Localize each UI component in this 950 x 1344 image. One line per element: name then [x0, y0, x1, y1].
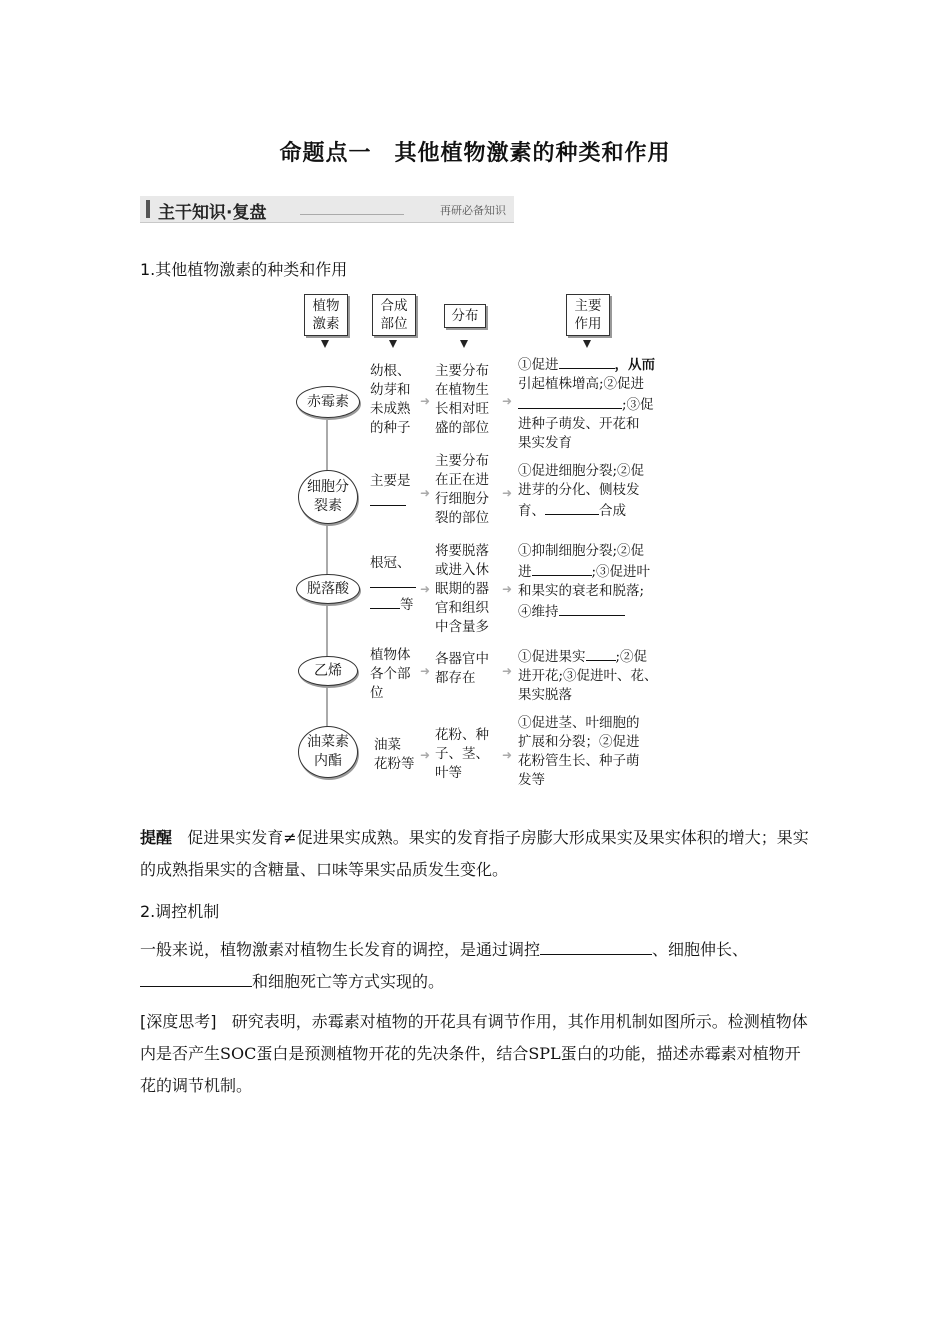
- section-heading-2: 2.调控机制: [140, 902, 220, 921]
- regulation-text-a: 一般来说，植物激素对植物生长发育的调控，是通过调控: [140, 940, 541, 959]
- synthesis-abscisic-acid: 根冠、 等: [370, 554, 416, 615]
- header-distribution: 分布: [444, 304, 486, 328]
- banner-bar: [146, 200, 150, 218]
- arrow-down-icon: [583, 340, 591, 348]
- hormone-diagram: [290, 290, 670, 800]
- arrow-right-icon: ➜: [502, 664, 513, 678]
- function-brassinosteroid: ①促进茎、叶细胞的 扩展和分裂；②促进 花粉管生长、种子萌 发等: [518, 715, 640, 788]
- distribution-gibberellin: 主要分布 在植物生 长相对旺 盛的部位: [435, 363, 489, 436]
- deep-thinking-paragraph: [140, 1006, 812, 1102]
- hormone-cytokinin: 细胞分 裂素: [298, 470, 358, 524]
- answer-blank[interactable]: [140, 972, 252, 987]
- reminder-text: 促进果实发育≠促进果实成熟。果实的发育指子房膨大形成果实及果实体积的增大；果实的成熟指果实的含糖量、口味等果实品质发生变化。: [140, 828, 809, 879]
- distribution-cytokinin: 主要分布 在正在进 行细胞分 裂的部位: [435, 453, 489, 526]
- arrow-down-icon: [389, 340, 397, 348]
- banner-title: 主干知识·复盘: [158, 203, 267, 223]
- regulation-paragraph: [140, 934, 812, 998]
- distribution-brassinosteroid: 花粉、种 子、茎、 叶等: [435, 727, 489, 781]
- reminder-paragraph: [140, 822, 812, 886]
- distribution-ethylene: 各器官中 都存在: [435, 651, 489, 686]
- regulation-text-c: 和细胞死亡等方式实现的。: [252, 972, 445, 991]
- synthesis-cytokinin: 主要是: [370, 472, 411, 512]
- header-function: 主要 作用: [566, 294, 610, 336]
- function-gibberellin: ①促进 ，从而 引起植株增高;②促进 ;③促 进种子萌发、开花和 果实发育: [518, 354, 655, 453]
- distribution-abscisic-acid: 将要脱落 或进入休 眠期的器 官和组织 中含量多: [435, 543, 489, 635]
- synthesis-gibberellin: 幼根、 幼芽和 未成熟 的种子: [370, 363, 411, 436]
- hormone-gibberellin: 赤霉素: [296, 386, 360, 418]
- arrow-right-icon: ➜: [502, 486, 513, 500]
- deep-thinking-label: [深度思考]: [140, 1012, 217, 1031]
- section-banner: [140, 196, 514, 223]
- arrow-down-icon: [321, 340, 329, 348]
- function-abscisic-acid: ①抑制细胞分裂;②促 进 ;③促进叶 和果实的衰老和脱落; ④维持: [518, 543, 651, 620]
- section-heading-1: 1.其他植物激素的种类和作用: [140, 260, 348, 279]
- page-title: 命题点一 其他植物激素的种类和作用: [279, 141, 671, 166]
- banner-rule: [300, 214, 404, 215]
- arrow-right-icon: ➜: [420, 664, 431, 678]
- hormone-brassinosteroid: 油菜素 内酯: [298, 726, 358, 778]
- synthesis-ethylene: 植物体 各个部 位: [370, 647, 411, 701]
- arrow-right-icon: ➜: [420, 486, 431, 500]
- synthesis-brassinosteroid: 油菜 花粉等: [374, 737, 415, 772]
- arrow-right-icon: ➜: [502, 582, 513, 596]
- header-synthesis: 合成 部位: [372, 294, 416, 336]
- arrow-down-icon: [460, 340, 468, 348]
- deep-thinking-text: 研究表明，赤霉素对植物的开花具有调节作用，其作用机制如图所示。检测植物体内是否产生SOC蛋白是预测植物开花的先决条件，结合SPL蛋白的功能，描述赤霉素对植物开花的调节机制。: [140, 1012, 808, 1095]
- arrow-right-icon: ➜: [420, 582, 431, 596]
- hormone-abscisic-acid: 脱落酸: [296, 574, 360, 604]
- reminder-label: 提醒: [140, 828, 173, 847]
- arrow-right-icon: ➜: [420, 748, 431, 762]
- answer-blank[interactable]: [540, 940, 652, 955]
- arrow-right-icon: ➜: [502, 394, 513, 408]
- regulation-text-b: 、细胞伸长、: [652, 940, 749, 959]
- banner-subtitle: 再研必备知识: [440, 204, 506, 217]
- arrow-right-icon: ➜: [502, 748, 513, 762]
- function-ethylene: ①促进果实 ;②促 进开花;③促进叶、花、 果实脱落: [518, 646, 658, 705]
- header-hormone: 植物 激素: [304, 294, 348, 336]
- function-cytokinin: ①促进细胞分裂;②促 进芽的分化、侧枝发 育、 合成: [518, 463, 645, 519]
- arrow-right-icon: ➜: [420, 394, 431, 408]
- hormone-ethylene: 乙烯: [298, 656, 358, 686]
